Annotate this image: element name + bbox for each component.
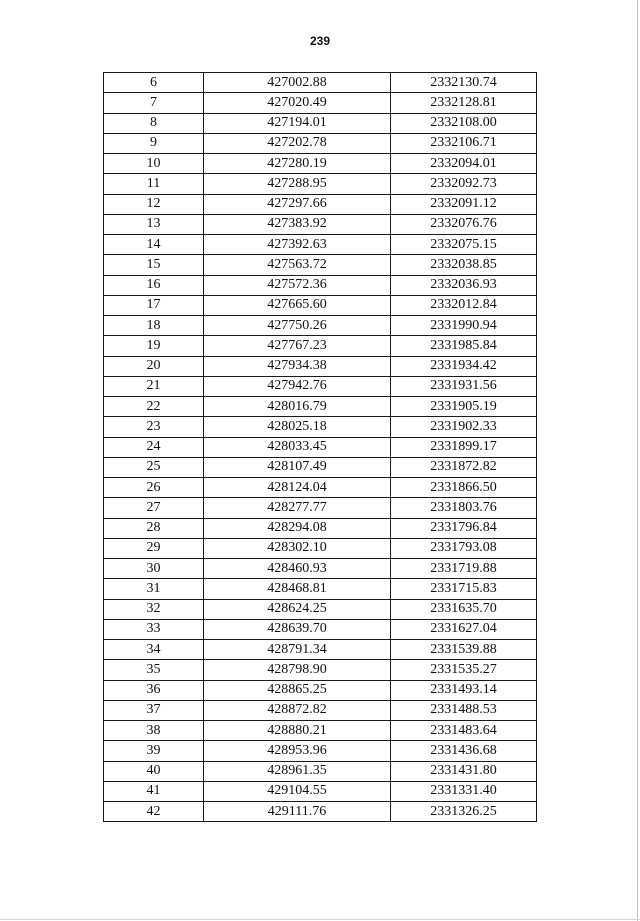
table-row [104, 721, 537, 741]
y-coordinate-cell: 2331796.84 [391, 518, 537, 538]
y-coordinate-cell: 2332130.74 [391, 73, 537, 93]
point-number-cell: 26 [104, 478, 204, 498]
table-row [104, 235, 537, 255]
x-coordinate-cell: 428872.82 [204, 700, 391, 720]
table-row [104, 498, 537, 518]
point-number-cell: 37 [104, 700, 204, 720]
table-row [104, 113, 537, 133]
x-coordinate-cell: 427750.26 [204, 316, 391, 336]
point-number-cell: 39 [104, 741, 204, 761]
table-row [104, 700, 537, 720]
point-number-cell: 30 [104, 559, 204, 579]
x-coordinate-cell: 428294.08 [204, 518, 391, 538]
point-number-cell: 21 [104, 376, 204, 396]
y-coordinate-cell: 2331931.56 [391, 376, 537, 396]
point-number-cell: 7 [104, 93, 204, 113]
y-coordinate-cell: 2331431.80 [391, 761, 537, 781]
y-coordinate-cell: 2331934.42 [391, 356, 537, 376]
x-coordinate-cell: 428639.70 [204, 619, 391, 639]
page-number: 239 [309, 34, 331, 48]
y-coordinate-cell: 2331905.19 [391, 397, 537, 417]
table-row [104, 376, 537, 396]
point-number-cell: 11 [104, 174, 204, 194]
table-row [104, 93, 537, 113]
y-coordinate-cell: 2332128.81 [391, 93, 537, 113]
x-coordinate-cell: 428033.45 [204, 437, 391, 457]
table-row [104, 356, 537, 376]
x-coordinate-cell: 429111.76 [204, 802, 391, 822]
page-edge-right [637, 0, 638, 921]
x-coordinate-cell: 427288.95 [204, 174, 391, 194]
table-row [104, 802, 537, 822]
x-coordinate-cell: 428961.35 [204, 761, 391, 781]
y-coordinate-cell: 2331635.70 [391, 599, 537, 619]
coordinate-table-body [104, 73, 537, 822]
y-coordinate-cell: 2332038.85 [391, 255, 537, 275]
point-number-cell: 18 [104, 316, 204, 336]
x-coordinate-cell: 427020.49 [204, 93, 391, 113]
x-coordinate-cell: 428016.79 [204, 397, 391, 417]
point-number-cell: 13 [104, 214, 204, 234]
point-number-cell: 41 [104, 781, 204, 801]
y-coordinate-cell: 2332076.76 [391, 214, 537, 234]
point-number-cell: 24 [104, 437, 204, 457]
y-coordinate-cell: 2331483.64 [391, 721, 537, 741]
table-row [104, 761, 537, 781]
point-number-cell: 28 [104, 518, 204, 538]
table-row [104, 457, 537, 477]
y-coordinate-cell: 2332094.01 [391, 154, 537, 174]
x-coordinate-cell: 427194.01 [204, 113, 391, 133]
table-row [104, 660, 537, 680]
table-row [104, 174, 537, 194]
x-coordinate-cell: 428025.18 [204, 417, 391, 437]
y-coordinate-cell: 2331493.14 [391, 680, 537, 700]
point-number-cell: 34 [104, 640, 204, 660]
point-number-cell: 10 [104, 154, 204, 174]
point-number-cell: 35 [104, 660, 204, 680]
x-coordinate-cell: 428302.10 [204, 538, 391, 558]
point-number-cell: 16 [104, 275, 204, 295]
table-row [104, 154, 537, 174]
table-row [104, 538, 537, 558]
y-coordinate-cell: 2331793.08 [391, 538, 537, 558]
y-coordinate-cell: 2331326.25 [391, 802, 537, 822]
table-row [104, 214, 537, 234]
point-number-cell: 31 [104, 579, 204, 599]
point-number-cell: 17 [104, 295, 204, 315]
table-row [104, 559, 537, 579]
point-number-cell: 42 [104, 802, 204, 822]
point-number-cell: 14 [104, 235, 204, 255]
y-coordinate-cell: 2331715.83 [391, 579, 537, 599]
table-row [104, 316, 537, 336]
x-coordinate-cell: 428277.77 [204, 498, 391, 518]
x-coordinate-cell: 428865.25 [204, 680, 391, 700]
table-row [104, 599, 537, 619]
x-coordinate-cell: 427665.60 [204, 295, 391, 315]
point-number-cell: 27 [104, 498, 204, 518]
point-number-cell: 25 [104, 457, 204, 477]
point-number-cell: 20 [104, 356, 204, 376]
y-coordinate-cell: 2332036.93 [391, 275, 537, 295]
y-coordinate-cell: 2332012.84 [391, 295, 537, 315]
x-coordinate-cell: 428124.04 [204, 478, 391, 498]
x-coordinate-cell: 428798.90 [204, 660, 391, 680]
x-coordinate-cell: 429104.55 [204, 781, 391, 801]
x-coordinate-cell: 427280.19 [204, 154, 391, 174]
y-coordinate-cell: 2331535.27 [391, 660, 537, 680]
y-coordinate-cell: 2331719.88 [391, 559, 537, 579]
y-coordinate-cell: 2331985.84 [391, 336, 537, 356]
x-coordinate-cell: 428468.81 [204, 579, 391, 599]
point-number-cell: 29 [104, 538, 204, 558]
table-row [104, 295, 537, 315]
point-number-cell: 22 [104, 397, 204, 417]
y-coordinate-cell: 2331872.82 [391, 457, 537, 477]
y-coordinate-cell: 2331990.94 [391, 316, 537, 336]
y-coordinate-cell: 2332091.12 [391, 194, 537, 214]
x-coordinate-cell: 428880.21 [204, 721, 391, 741]
x-coordinate-cell: 427563.72 [204, 255, 391, 275]
y-coordinate-cell: 2332092.73 [391, 174, 537, 194]
table-row [104, 781, 537, 801]
x-coordinate-cell: 428791.34 [204, 640, 391, 660]
x-coordinate-cell: 428953.96 [204, 741, 391, 761]
y-coordinate-cell: 2331866.50 [391, 478, 537, 498]
table-row [104, 417, 537, 437]
table-row [104, 741, 537, 761]
point-number-cell: 32 [104, 599, 204, 619]
coordinate-table [103, 72, 537, 822]
table-row [104, 397, 537, 417]
point-number-cell: 9 [104, 133, 204, 153]
table-row [104, 194, 537, 214]
point-number-cell: 40 [104, 761, 204, 781]
y-coordinate-cell: 2332108.00 [391, 113, 537, 133]
point-number-cell: 38 [104, 721, 204, 741]
table-row [104, 336, 537, 356]
table-row [104, 579, 537, 599]
table-row [104, 133, 537, 153]
y-coordinate-cell: 2332106.71 [391, 133, 537, 153]
x-coordinate-cell: 427392.63 [204, 235, 391, 255]
y-coordinate-cell: 2331539.88 [391, 640, 537, 660]
point-number-cell: 15 [104, 255, 204, 275]
page-edge-bottom [0, 919, 640, 920]
x-coordinate-cell: 427297.66 [204, 194, 391, 214]
table-row [104, 255, 537, 275]
table-row [104, 437, 537, 457]
point-number-cell: 23 [104, 417, 204, 437]
y-coordinate-cell: 2331902.33 [391, 417, 537, 437]
x-coordinate-cell: 427002.88 [204, 73, 391, 93]
x-coordinate-cell: 428624.25 [204, 599, 391, 619]
x-coordinate-cell: 428460.93 [204, 559, 391, 579]
point-number-cell: 12 [104, 194, 204, 214]
table-row [104, 640, 537, 660]
x-coordinate-cell: 427767.23 [204, 336, 391, 356]
x-coordinate-cell: 428107.49 [204, 457, 391, 477]
table-row [104, 478, 537, 498]
y-coordinate-cell: 2331627.04 [391, 619, 537, 639]
point-number-cell: 8 [104, 113, 204, 133]
point-number-cell: 6 [104, 73, 204, 93]
x-coordinate-cell: 427572.36 [204, 275, 391, 295]
y-coordinate-cell: 2331899.17 [391, 437, 537, 457]
x-coordinate-cell: 427383.92 [204, 214, 391, 234]
point-number-cell: 36 [104, 680, 204, 700]
table-row [104, 73, 537, 93]
y-coordinate-cell: 2332075.15 [391, 235, 537, 255]
y-coordinate-cell: 2331331.40 [391, 781, 537, 801]
table-row [104, 680, 537, 700]
x-coordinate-cell: 427942.76 [204, 376, 391, 396]
table-row [104, 518, 537, 538]
y-coordinate-cell: 2331436.68 [391, 741, 537, 761]
point-number-cell: 19 [104, 336, 204, 356]
point-number-cell: 33 [104, 619, 204, 639]
table-row [104, 275, 537, 295]
x-coordinate-cell: 427202.78 [204, 133, 391, 153]
y-coordinate-cell: 2331488.53 [391, 700, 537, 720]
x-coordinate-cell: 427934.38 [204, 356, 391, 376]
y-coordinate-cell: 2331803.76 [391, 498, 537, 518]
table-row [104, 619, 537, 639]
